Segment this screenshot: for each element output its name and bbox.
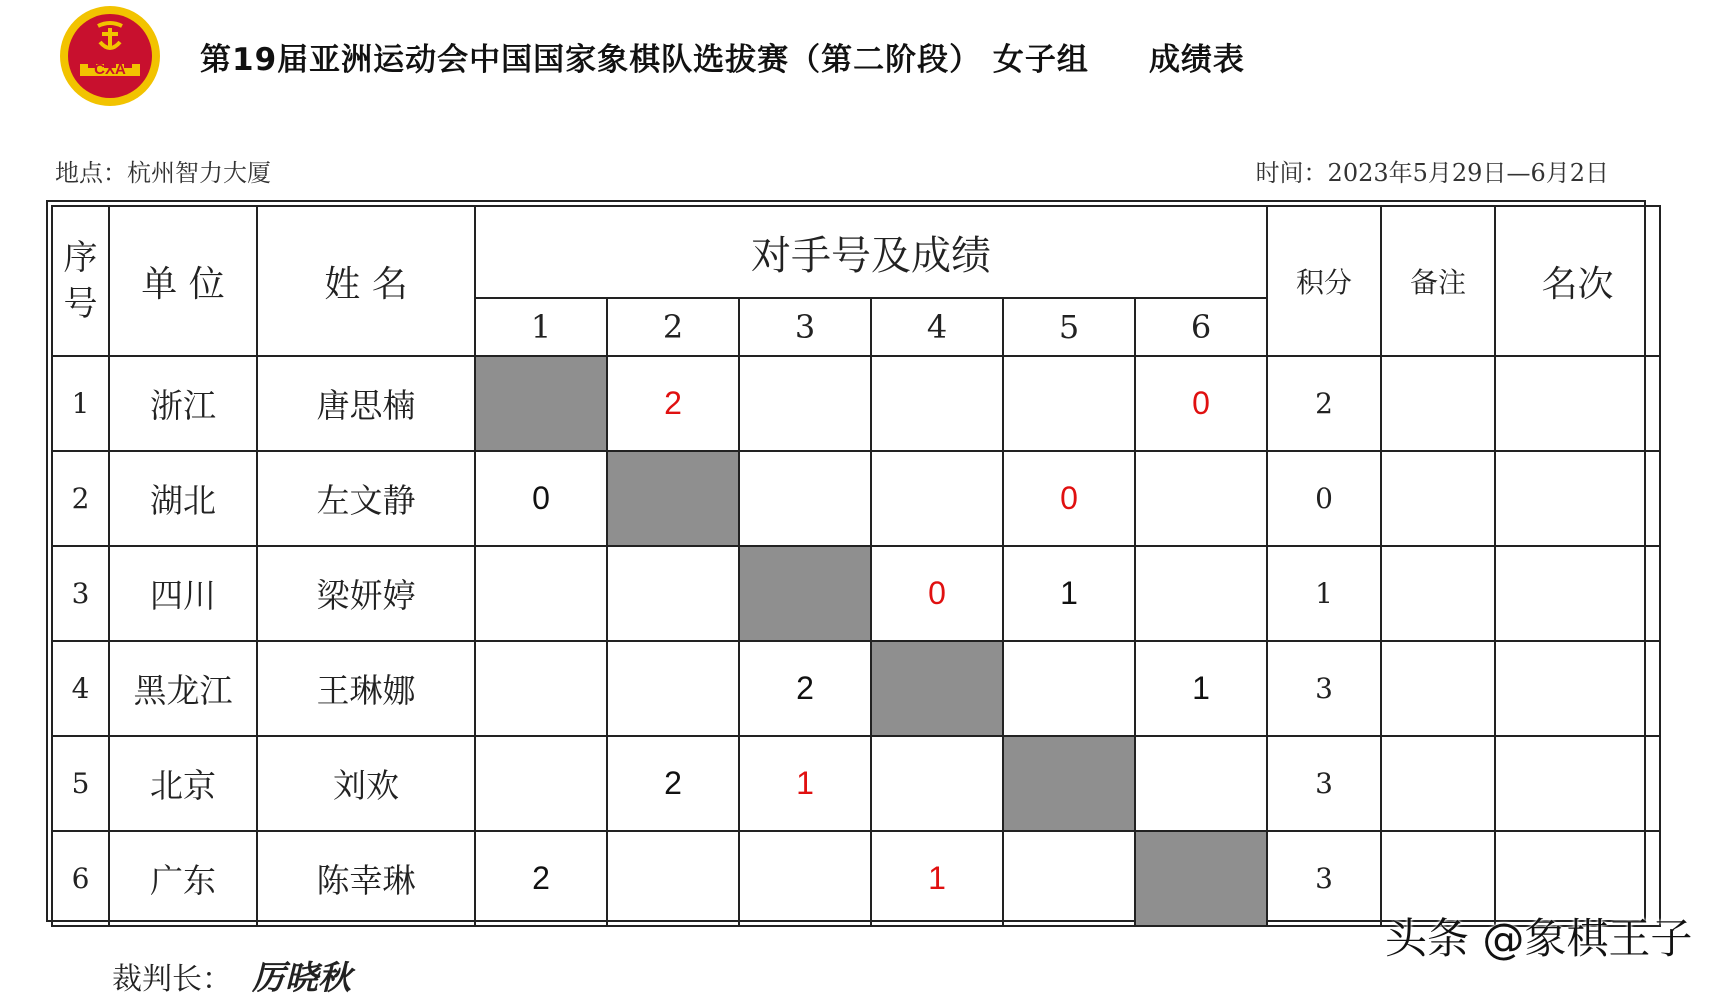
footer	[112, 952, 351, 999]
table-row	[52, 356, 1660, 451]
results-table	[51, 205, 1661, 927]
row-seq: 2	[52, 451, 109, 546]
table-row	[52, 641, 1660, 736]
opponent-number: 5	[1003, 298, 1135, 356]
result-cell	[871, 356, 1003, 451]
result-cell	[1135, 736, 1267, 831]
result-cell: 0	[475, 451, 607, 546]
row-seq: 3	[52, 546, 109, 641]
header-notes: 备注	[1381, 206, 1495, 356]
row-seq: 1	[52, 356, 109, 451]
row-name: 唐思楠	[257, 356, 475, 451]
row-points: 3	[1267, 641, 1381, 736]
row-name: 左文静	[257, 451, 475, 546]
self-match-cell	[607, 451, 739, 546]
row-seq: 6	[52, 831, 109, 926]
result-cell	[1135, 546, 1267, 641]
row-seq: 5	[52, 736, 109, 831]
row-name: 刘欢	[257, 736, 475, 831]
opponent-number: 2	[607, 298, 739, 356]
result-cell: 1	[871, 831, 1003, 926]
row-points: 0	[1267, 451, 1381, 546]
row-seq: 4	[52, 641, 109, 736]
row-rank	[1495, 546, 1660, 641]
logo-text: CXA	[94, 61, 126, 78]
result-cell: 1	[1003, 546, 1135, 641]
result-cell: 1	[739, 736, 871, 831]
result-cell: 1	[1135, 641, 1267, 736]
result-cell	[871, 736, 1003, 831]
row-rank	[1495, 641, 1660, 736]
result-cell: 0	[871, 546, 1003, 641]
row-notes	[1381, 356, 1495, 451]
row-rank	[1495, 356, 1660, 451]
result-cell	[475, 736, 607, 831]
time-text: 时间：2023年5月29日—6月2日	[1255, 159, 1609, 187]
document-title	[200, 34, 1620, 79]
result-cell	[607, 546, 739, 641]
row-unit: 浙江	[109, 356, 257, 451]
result-cell: 2	[739, 641, 871, 736]
row-notes	[1381, 736, 1495, 831]
self-match-cell	[1003, 736, 1135, 831]
table-row	[52, 546, 1660, 641]
result-cell	[739, 451, 871, 546]
result-cell: 2	[607, 356, 739, 451]
header-seq: 序号	[52, 206, 109, 356]
row-unit: 北京	[109, 736, 257, 831]
opponent-number: 3	[739, 298, 871, 356]
header-name: 姓 名	[257, 206, 475, 356]
table-row	[52, 736, 1660, 831]
row-rank	[1495, 736, 1660, 831]
row-unit: 四川	[109, 546, 257, 641]
result-cell	[1003, 356, 1135, 451]
result-cell	[1135, 451, 1267, 546]
self-match-cell	[871, 641, 1003, 736]
row-points: 1	[1267, 546, 1381, 641]
self-match-cell	[1135, 831, 1267, 926]
result-cell	[871, 451, 1003, 546]
row-unit: 黑龙江	[109, 641, 257, 736]
self-match-cell	[475, 356, 607, 451]
row-name: 梁妍婷	[257, 546, 475, 641]
row-rank	[1495, 451, 1660, 546]
row-unit: 湖北	[109, 451, 257, 546]
result-cell	[1003, 831, 1135, 926]
result-cell	[475, 546, 607, 641]
header-points: 积分	[1267, 206, 1381, 356]
result-cell: 0	[1003, 451, 1135, 546]
result-cell: 0	[1135, 356, 1267, 451]
header-rank: 名次	[1495, 206, 1660, 356]
chief-judge-name: 厉晓秋	[252, 958, 351, 997]
table-row	[52, 451, 1660, 546]
location-text: 地点：杭州智力大厦	[55, 159, 271, 187]
result-cell: 2	[475, 831, 607, 926]
opponent-number: 1	[475, 298, 607, 356]
opponent-number: 6	[1135, 298, 1267, 356]
result-cell	[607, 641, 739, 736]
row-notes	[1381, 641, 1495, 736]
result-cell	[739, 356, 871, 451]
result-cell	[739, 831, 871, 926]
row-unit: 广东	[109, 831, 257, 926]
self-match-cell	[739, 546, 871, 641]
title-main: 第19届亚洲运动会中国国家象棋队选拔赛（第二阶段） 女子组	[200, 42, 1089, 78]
result-cell	[607, 831, 739, 926]
row-name: 陈幸琳	[257, 831, 475, 926]
watermark: 头条 @象棋王子	[1385, 914, 1693, 963]
row-points: 2	[1267, 356, 1381, 451]
header-opponents: 对手号及成绩	[475, 206, 1267, 298]
row-points: 3	[1267, 736, 1381, 831]
row-name: 王琳娜	[257, 641, 475, 736]
row-points: 3	[1267, 831, 1381, 926]
result-cell	[1003, 641, 1135, 736]
opponent-number: 4	[871, 298, 1003, 356]
row-notes	[1381, 451, 1495, 546]
result-cell: 2	[607, 736, 739, 831]
result-cell	[475, 641, 607, 736]
row-notes	[1381, 546, 1495, 641]
cxa-logo	[58, 4, 162, 108]
title-suffix: 成绩表	[1148, 42, 1245, 78]
chief-judge-label: 裁判长：	[112, 962, 232, 997]
header-unit: 单 位	[109, 206, 257, 356]
